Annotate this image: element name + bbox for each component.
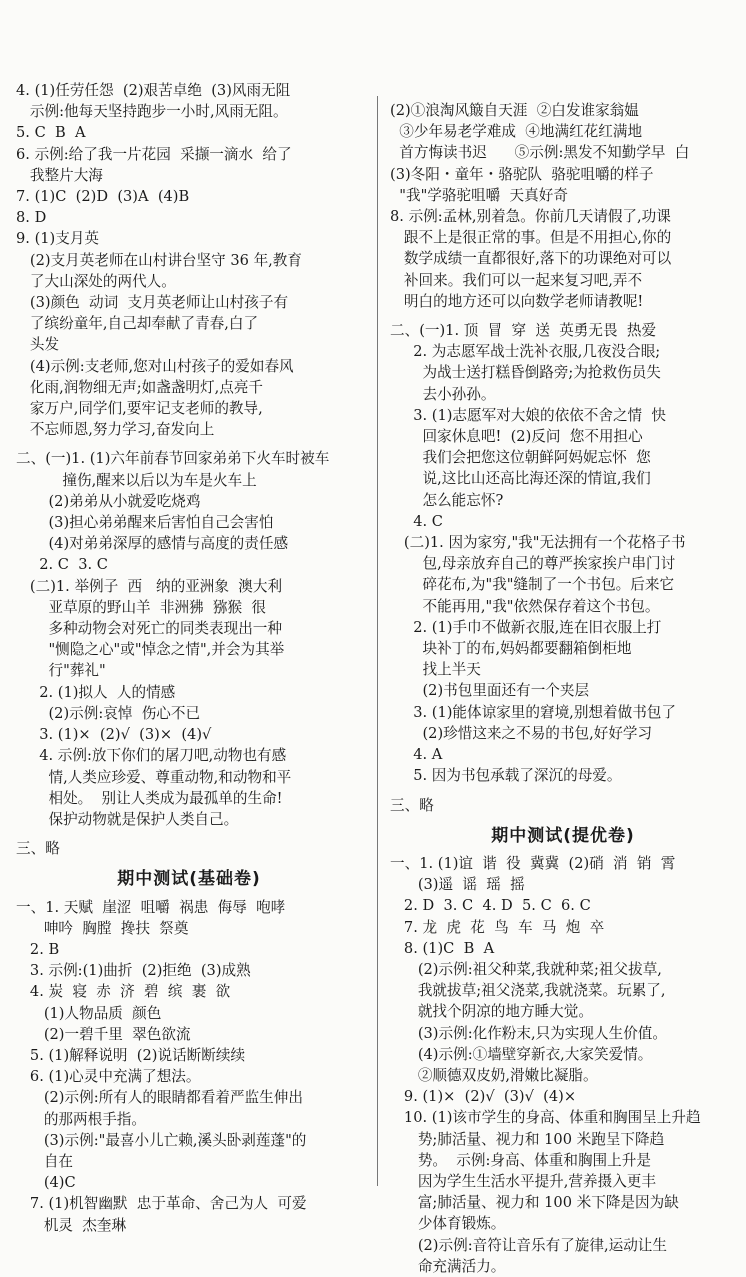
answer-line: 跟不上是很正常的事。但是不用担心,你的 — [390, 229, 672, 247]
answer-line: 一、1. 天赋 崖涩 咀嚼 祸患 侮辱 咆哮 — [16, 898, 286, 916]
answer-line: 了缤纷童年,自己却奉献了青春,白了 — [16, 315, 259, 333]
answer-line: (3)遥 谣 瑶 摇 — [390, 876, 525, 894]
answer-line: 6. 示例:给了我一片花园 采撷一滴水 给了 — [16, 145, 292, 163]
answer-line: 我整片大海 — [16, 166, 103, 184]
answer-line: (3)颜色 动词 支月英老师让山村孩子有 — [16, 294, 289, 312]
answer-line: 为战士送打糕昏倒路旁;为抢救伤员失 — [390, 364, 661, 382]
left-section-three — [16, 838, 362, 859]
answer-line: (2)支月英老师在山村讲台坚守 36 年,教育 — [16, 251, 302, 269]
right-column — [390, 100, 736, 1277]
answer-line: 包,母亲放弃自己的尊严挨家挨户串门讨 — [390, 555, 676, 573]
answer-line: 2. B — [16, 940, 60, 958]
answer-line: (4)示例:①墙壁穿新衣,大家笑爱情。 — [390, 1045, 653, 1063]
answer-line: 明白的地方还可以向数学老师请教呢! — [390, 292, 644, 310]
answer-line: (2)①浪淘风簸自天涯 ②白发谁家翁媪 — [390, 102, 639, 119]
right-section-two — [390, 320, 736, 786]
answer-line: 一、1. (1)谊 谐 役 冀冀 (2)硝 消 销 霄 — [390, 854, 676, 872]
answer-line: (3)冬阳・童年・骆驼队 骆驼咀嚼的样子 — [390, 165, 654, 183]
midterm-basic-title: 期中测试(基础卷) — [117, 869, 261, 890]
answer-line: 家万户,同学们,要牢记支老师的教导, — [16, 400, 263, 418]
answer-line: 找上半天 — [390, 661, 481, 679]
answer-line: 三、略 — [390, 796, 434, 814]
answer-line: (1)人物品质 颜色 — [16, 1004, 162, 1022]
answer-line: (2)示例:哀悼 伤心不已 — [16, 704, 201, 722]
answer-line: 因为学生生活水平提升,营养摄入更丰 — [390, 1172, 656, 1190]
answer-line: 9. (1)支月英 — [16, 230, 100, 248]
answer-line: ③少年易老学难成 ④地满红花红满地 — [390, 123, 643, 141]
answer-line: (2)书包里面还有一个夹层 — [390, 682, 590, 700]
answer-line: 我们会把您这位朝鲜阿妈妮忘怀 您 — [390, 449, 651, 467]
answer-line: 化雨,润物细无声;如盏盏明灯,点亮千 — [16, 378, 264, 396]
answer-line: (4)对弟弟深厚的感情与高度的责任感 — [16, 535, 289, 553]
answer-line: 我就拔草;祖父浇菜,我就浇菜。玩累了, — [390, 982, 666, 1000]
answer-line: 去小孙孙。 — [390, 385, 496, 403]
answer-line: 6. (1)心灵中充满了想法。 — [16, 1068, 201, 1086]
answer-line: (2)一碧千里 翠色欲流 — [16, 1025, 191, 1043]
answer-line: 呻吟 胸膛 搀扶 祭奠 — [16, 919, 189, 937]
left-answers-top — [16, 80, 362, 440]
answer-line: 7. 龙 虎 花 鸟 车 马 炮 卒 — [390, 918, 605, 936]
answer-line: 5. (1)解释说明 (2)说话断断续续 — [16, 1046, 246, 1064]
answer-line: 2. 为志愿军战士洗补衣服,几夜没合眼; — [390, 343, 661, 361]
answer-line: 2. (1)手巾不做新衣服,连在旧衣服上打 — [390, 618, 662, 636]
answer-line: 势。 示例:身高、体重和胸围上升是 — [390, 1151, 651, 1169]
answer-line: 情,人类应珍爱、尊重动物,和动物和平 — [16, 768, 292, 786]
answer-line: 5. C B A — [16, 124, 86, 142]
answer-line: 示例:他每天坚持跑步一小时,风雨无阻。 — [16, 103, 288, 121]
answer-line: 二、(一)1. (1)六年前春节回家弟弟下火车时被车 — [16, 450, 330, 468]
answer-line: 3. (1)志愿军对大娘的依依不舍之情 快 — [390, 406, 667, 424]
answer-line: 亚草原的野山羊 非洲狒 猕猴 很 — [16, 598, 267, 616]
answer-line: 的那两根手指。 — [16, 1110, 146, 1128]
answer-line: 回家休息吧! (2)反问 您不用担心 — [390, 428, 643, 446]
answer-line: 怎么能忘怀? — [390, 491, 504, 509]
answer-line: 行"葬礼" — [16, 662, 106, 680]
answer-line: 7. (1)C (2)D (3)A (4)B — [16, 188, 190, 206]
answer-line: 不能再用,"我"依然保存着这个书包。 — [390, 597, 660, 615]
right-midterm-answers — [390, 853, 736, 1277]
answer-line: 10. (1)该市学生的身高、体重和胸围呈上升趋 — [390, 1109, 701, 1127]
answer-line: (2)示例:音符让音乐有了旋律,运动让生 — [390, 1236, 667, 1254]
answer-line: 少体育锻炼。 — [390, 1215, 506, 1233]
answer-line: (2)弟弟从小就爱吃烧鸡 — [16, 492, 201, 510]
answer-line: (3)示例:"最喜小儿亡赖,溪头卧剥莲蓬"的 — [16, 1131, 307, 1149]
answer-line: 三、略 — [16, 840, 60, 858]
answer-line: 首方悔读书迟 ⑤示例:黑发不知勤学早 白 — [390, 144, 690, 162]
answer-line: 3. 示例:(1)曲折 (2)拒绝 (3)成熟 — [16, 962, 251, 980]
answer-line: (4)示例:支老师,您对山村孩子的爱如春风 — [16, 357, 294, 375]
answer-line: 就找个阴凉的地方睡大觉。 — [390, 1003, 593, 1021]
left-column — [16, 80, 362, 1236]
answer-line: 4. 示例:放下你们的屠刀吧,动物也有感 — [16, 747, 287, 765]
answer-line: 富;肺活量、视力和 100 米下降是因为缺 — [390, 1194, 679, 1212]
midterm-advanced-title: 期中测试(提优卷) — [491, 825, 635, 846]
answer-line: "恻隐之心"或"悼念之情",并会为其举 — [16, 641, 285, 659]
answer-line: 不忘师恩,努力学习,奋发向上 — [16, 421, 215, 439]
answer-line: 4. (1)任劳任怨 (2)艰苦卓绝 (3)风雨无阻 — [16, 82, 291, 99]
answer-line: 保护动物就是保护人类自己。 — [16, 810, 239, 828]
answer-line: 撞伤,醒来以后以为车是火车上 — [16, 471, 257, 489]
answer-line: 9. (1)× (2)√ (3)√ (4)× — [390, 1088, 577, 1106]
answer-line: 补回来。我们可以一起来复习吧,弄不 — [390, 271, 643, 289]
answer-line: (二)1. 因为家穷,"我"无法拥有一个花格子书 — [390, 534, 686, 552]
right-answers-top — [390, 100, 736, 312]
answer-line: 2. (1)拟人 人的情感 — [16, 683, 176, 701]
answer-line: (2)示例:所有人的眼睛都看着严监生伸出 — [16, 1089, 303, 1107]
answer-line: 碎花布,为"我"缝制了一个书包。后来它 — [390, 576, 675, 594]
answer-line: 2. D 3. C 4. D 5. C 6. C — [390, 897, 591, 915]
answer-line: 2. C 3. C — [16, 556, 108, 574]
answer-line: 数学成绩一直都很好,落下的功课绝对可以 — [390, 250, 672, 268]
answer-line: 4. C — [390, 512, 443, 530]
answer-line: ②顺德双皮奶,滑嫩比凝脂。 — [390, 1066, 598, 1084]
answer-line: (3)示例:化作粉末,只为实现人生价值。 — [390, 1024, 667, 1042]
answer-line: (2)示例:祖父种菜,我就种菜;祖父拔草, — [390, 960, 662, 978]
answer-line: 7. (1)机智幽默 忠于革命、舍己为人 可爱 — [16, 1195, 307, 1213]
answer-line: (4)C — [16, 1174, 76, 1192]
answer-line: 5. 因为书包承载了深沉的母爱。 — [390, 767, 622, 785]
left-section-two — [16, 448, 362, 830]
right-section-three — [390, 795, 736, 816]
answer-line: 二、(一)1. 顶 冒 穿 送 英勇无畏 热爱 — [390, 322, 657, 340]
answer-line: 多种动物会对死亡的同类表现出一种 — [16, 620, 282, 638]
answer-line: 头发 — [16, 336, 60, 354]
answer-line: 了大山深处的两代人。 — [16, 272, 176, 290]
answer-line: (3)担心弟弟醒来后害怕自己会害怕 — [16, 514, 274, 532]
answer-line: 机灵 杰奎琳 — [16, 1216, 127, 1234]
answer-line: (二)1. 举例子 西 纳的亚洲象 澳大利 — [16, 577, 283, 595]
answer-line: 命充满活力。 — [390, 1257, 506, 1275]
answer-line: 块补丁的布,妈妈都要翻箱倒柜地 — [390, 640, 632, 658]
answer-line: 3. (1)× (2)√ (3)× (4)√ — [16, 726, 212, 744]
column-divider — [377, 96, 378, 1186]
answer-line: 自在 — [16, 1152, 74, 1170]
left-midterm-answers — [16, 897, 362, 1236]
answer-line: 说,这比山还高比海还深的情谊,我们 — [390, 470, 651, 488]
answer-line: 3. (1)能体谅家里的窘境,别想着做书包了 — [390, 703, 676, 721]
answer-line: "我"学骆驼咀嚼 天真好奇 — [390, 186, 568, 204]
answer-line: 相处。 别让人类成为最孤单的生命! — [16, 789, 283, 807]
answer-line: 4. A — [390, 746, 443, 764]
answer-line: 8. 示例:孟林,别着急。你前几天请假了,功课 — [390, 208, 671, 226]
answer-line: 4. 炭 寝 赤 济 碧 缤 裹 欲 — [16, 983, 231, 1001]
answer-line: (2)珍惜这来之不易的书包,好好学习 — [390, 724, 653, 742]
answer-line: 8. (1)C B A — [390, 939, 495, 957]
answer-line: 8. D — [16, 209, 47, 227]
answer-line: 势;肺活量、视力和 100 米跑呈下降趋 — [390, 1130, 665, 1148]
